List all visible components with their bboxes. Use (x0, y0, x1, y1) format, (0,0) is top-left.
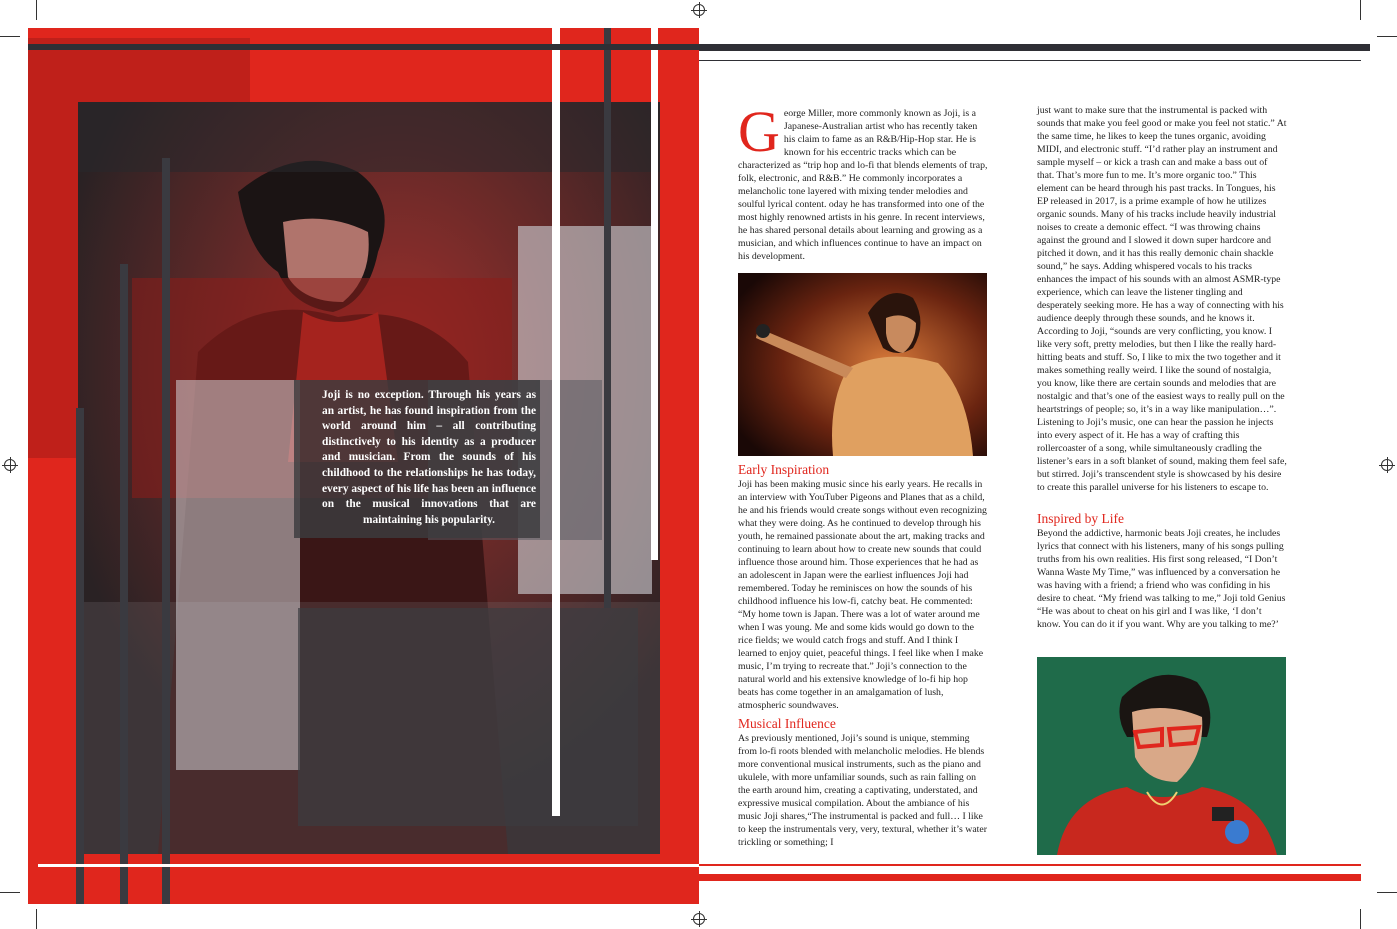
crop-mark (0, 892, 20, 893)
collage-block (660, 28, 699, 904)
crop-mark (36, 0, 37, 20)
vertical-bar (552, 28, 560, 816)
crop-mark (36, 909, 37, 929)
collage-block (176, 380, 300, 770)
intro-paragraph (738, 99, 988, 263)
portrait-sunglasses-photo (1037, 657, 1286, 855)
crop-mark (0, 36, 20, 37)
crop-mark (1377, 36, 1397, 37)
bottom-rule (699, 874, 1361, 881)
musical-influence-text: As previously mentioned, Joji’s sound is unique, stemming from lo-fi roots blended with melancholic melodies. He blends more conventional musical instruments, such as the piano and ukulele, with more unfamiliar sounds, such as rain falling on the earth around him, creating a captivating, understated, and expressive musical compilation. About the ambiance of his music Joji shares,“The instrumental is packed and full… I like to keep the instrumentals very, very, textural, whether it’s water trickling or something; I (738, 733, 988, 848)
top-thin-rule (699, 60, 1361, 61)
vertical-bar (76, 408, 84, 904)
heading-musical-influence: Musical Influence (738, 716, 836, 731)
performance-photo-image (738, 273, 987, 456)
crop-mark (1360, 0, 1361, 20)
performance-photo (738, 273, 987, 456)
vertical-bar (162, 158, 170, 904)
collage-block (28, 458, 72, 904)
column-two-text: just want to make sure that the instrumental is packed with sounds that make you feel good or make you feel not static.” At the same time, he likes to keep the tunes organic, avoiding MIDI, and electronic stuff. “I’d rather play an instrument and sample myself – or kick a trash can and make a bass out of that. That’s more fun to me. It’s more organic too.” This element can be heard through his past tracks. In Tongues, his EP released in 2017, is a prime example of how he utilizes organic sounds. Many of his tracks include heavily industrial noises to create a demonic effect. “I was throwing chains against the ground and I slowed it down super hardcore and pitched it down, and it has this really demonic chain shackle sound,” he says. Adding whispered vocals to his tracks enhances the impact of his sounds with an almost ASMR-type experience, which can leave the listener tingling and desperately seeking more. He has a way of connecting with his audience deeply through these sounds, and he knows it. According to Joji, “sounds are very conflicting, you know. I like very soft, pretty melodies, but then I like the really hard-hitting beats and stuff. So, I like to mix the two together and it makes something really weird. I like the sound of nostalgia, you know, like there are certain sounds and melodies that are nostalgic and that’s one of the easiest ways to really pull on the heartstrings of people; so, it’s in a way like manipulation…”. Listening to Joji’s music, one can hear the passion he injects into every aspect of it. He has a way of crafting this rollercoaster of a song, while simultaneously cradling the listener’s ears in a soft blanket of sound, making them feel safe, but stirred. Joji’s transcendent style is showcased by his desire to create this parallel universe for his listeners to escape to. (1037, 105, 1287, 493)
vertical-bar (651, 28, 658, 560)
crop-mark (1360, 909, 1361, 929)
registration-mark-icon (1381, 459, 1393, 471)
heading-early-inspiration: Early Inspiration (738, 462, 830, 477)
drop-cap: G (738, 99, 780, 164)
collage-block (298, 608, 638, 826)
intro-text: eorge Miller, more commonly known as Joji, is a Japanese-Australian artist who has recently taken his claim to fame as an R&B/Hip-Hop star. He is known for his eccentric tracks which can be characterized as “trip hop and lo-fi that blends elements of trap, folk, electronic, and R&B.” He commonly incorporates a melancholic tone layered with mixing tender melodies and soulful lyrical content. oday he has transformed into one of the most highly renowned artists in his genre. In recent interviews, he has shared personal details about learning and growing as a musician, and which influences continue to have an impact on his development. (738, 108, 988, 262)
pull-quote: Joji is no exception. Through his years as an artist, he has found inspiration from the world around him – all contributing distinctively to his identity as a producer and musician. From the sounds of his childhood to the relationships he has today, every aspect of his life has been an influence on the musical innovations that are maintaining his popularity. (322, 389, 536, 526)
horizontal-rule (28, 44, 699, 50)
early-inspiration-text: Joji has been making music since his early years. He recalls in an interview with YouTuber Pigeons and Planes that as a child, he and his friends would create songs without even recognizing what they were doing. As he continued to develop through his youth, he remained passionate about the art, making tracks and continuing to learn about how to create new sounds that could influence those around him. Those experiences that he had as an adolescent in Japan were the earliest influences Joji had remembered. Today he reminisces on how the sounds of his childhood influence his low-fi, catchy beat. He commented: “My home town is Japan. There was a lot of water around me when I was young. Me and some kids would go down to the rice fields; we would catch frogs and stuff. And I think I learned to enjoy quiet, peaceful things. I feel like when I make music, I’m trying to recreate that.” Joji’s connection to the natural world and his extensive knowledge of lo-fi hip hop beats has come together in an amalgamation of lush, atmospheric soundwaves. (738, 479, 987, 711)
vertical-bar (120, 264, 128, 904)
registration-mark-icon (693, 913, 705, 925)
heading-inspired-by-life: Inspired by Life (1037, 511, 1124, 526)
portrait-sunglasses-image (1037, 657, 1286, 855)
crop-mark (1377, 892, 1397, 893)
collage-block (28, 854, 699, 904)
registration-mark-icon (4, 459, 16, 471)
inspired-by-life-text: Beyond the addictive, harmonic beats Joji creates, he includes lyrics that connect with his listeners, many of his songs pulling truths from his own realities. His first song released, “I Don’t Wanna Waste My Time,” was influenced by a conversation he was having with a friend; a friend who was confiding in his desire to cheat. “My friend was talking to me,” Joji told Genius “He was about to cheat on his girl and I was like, ‘I don’t know. You can do it if you want. Why are you talking to me?’ (1037, 528, 1286, 630)
vertical-bar (604, 28, 611, 608)
left-page-collage (28, 28, 699, 904)
top-rule (699, 44, 1370, 51)
bottom-thin-rule (699, 864, 1361, 866)
registration-mark-icon (693, 4, 705, 16)
horizontal-rule (38, 864, 699, 867)
